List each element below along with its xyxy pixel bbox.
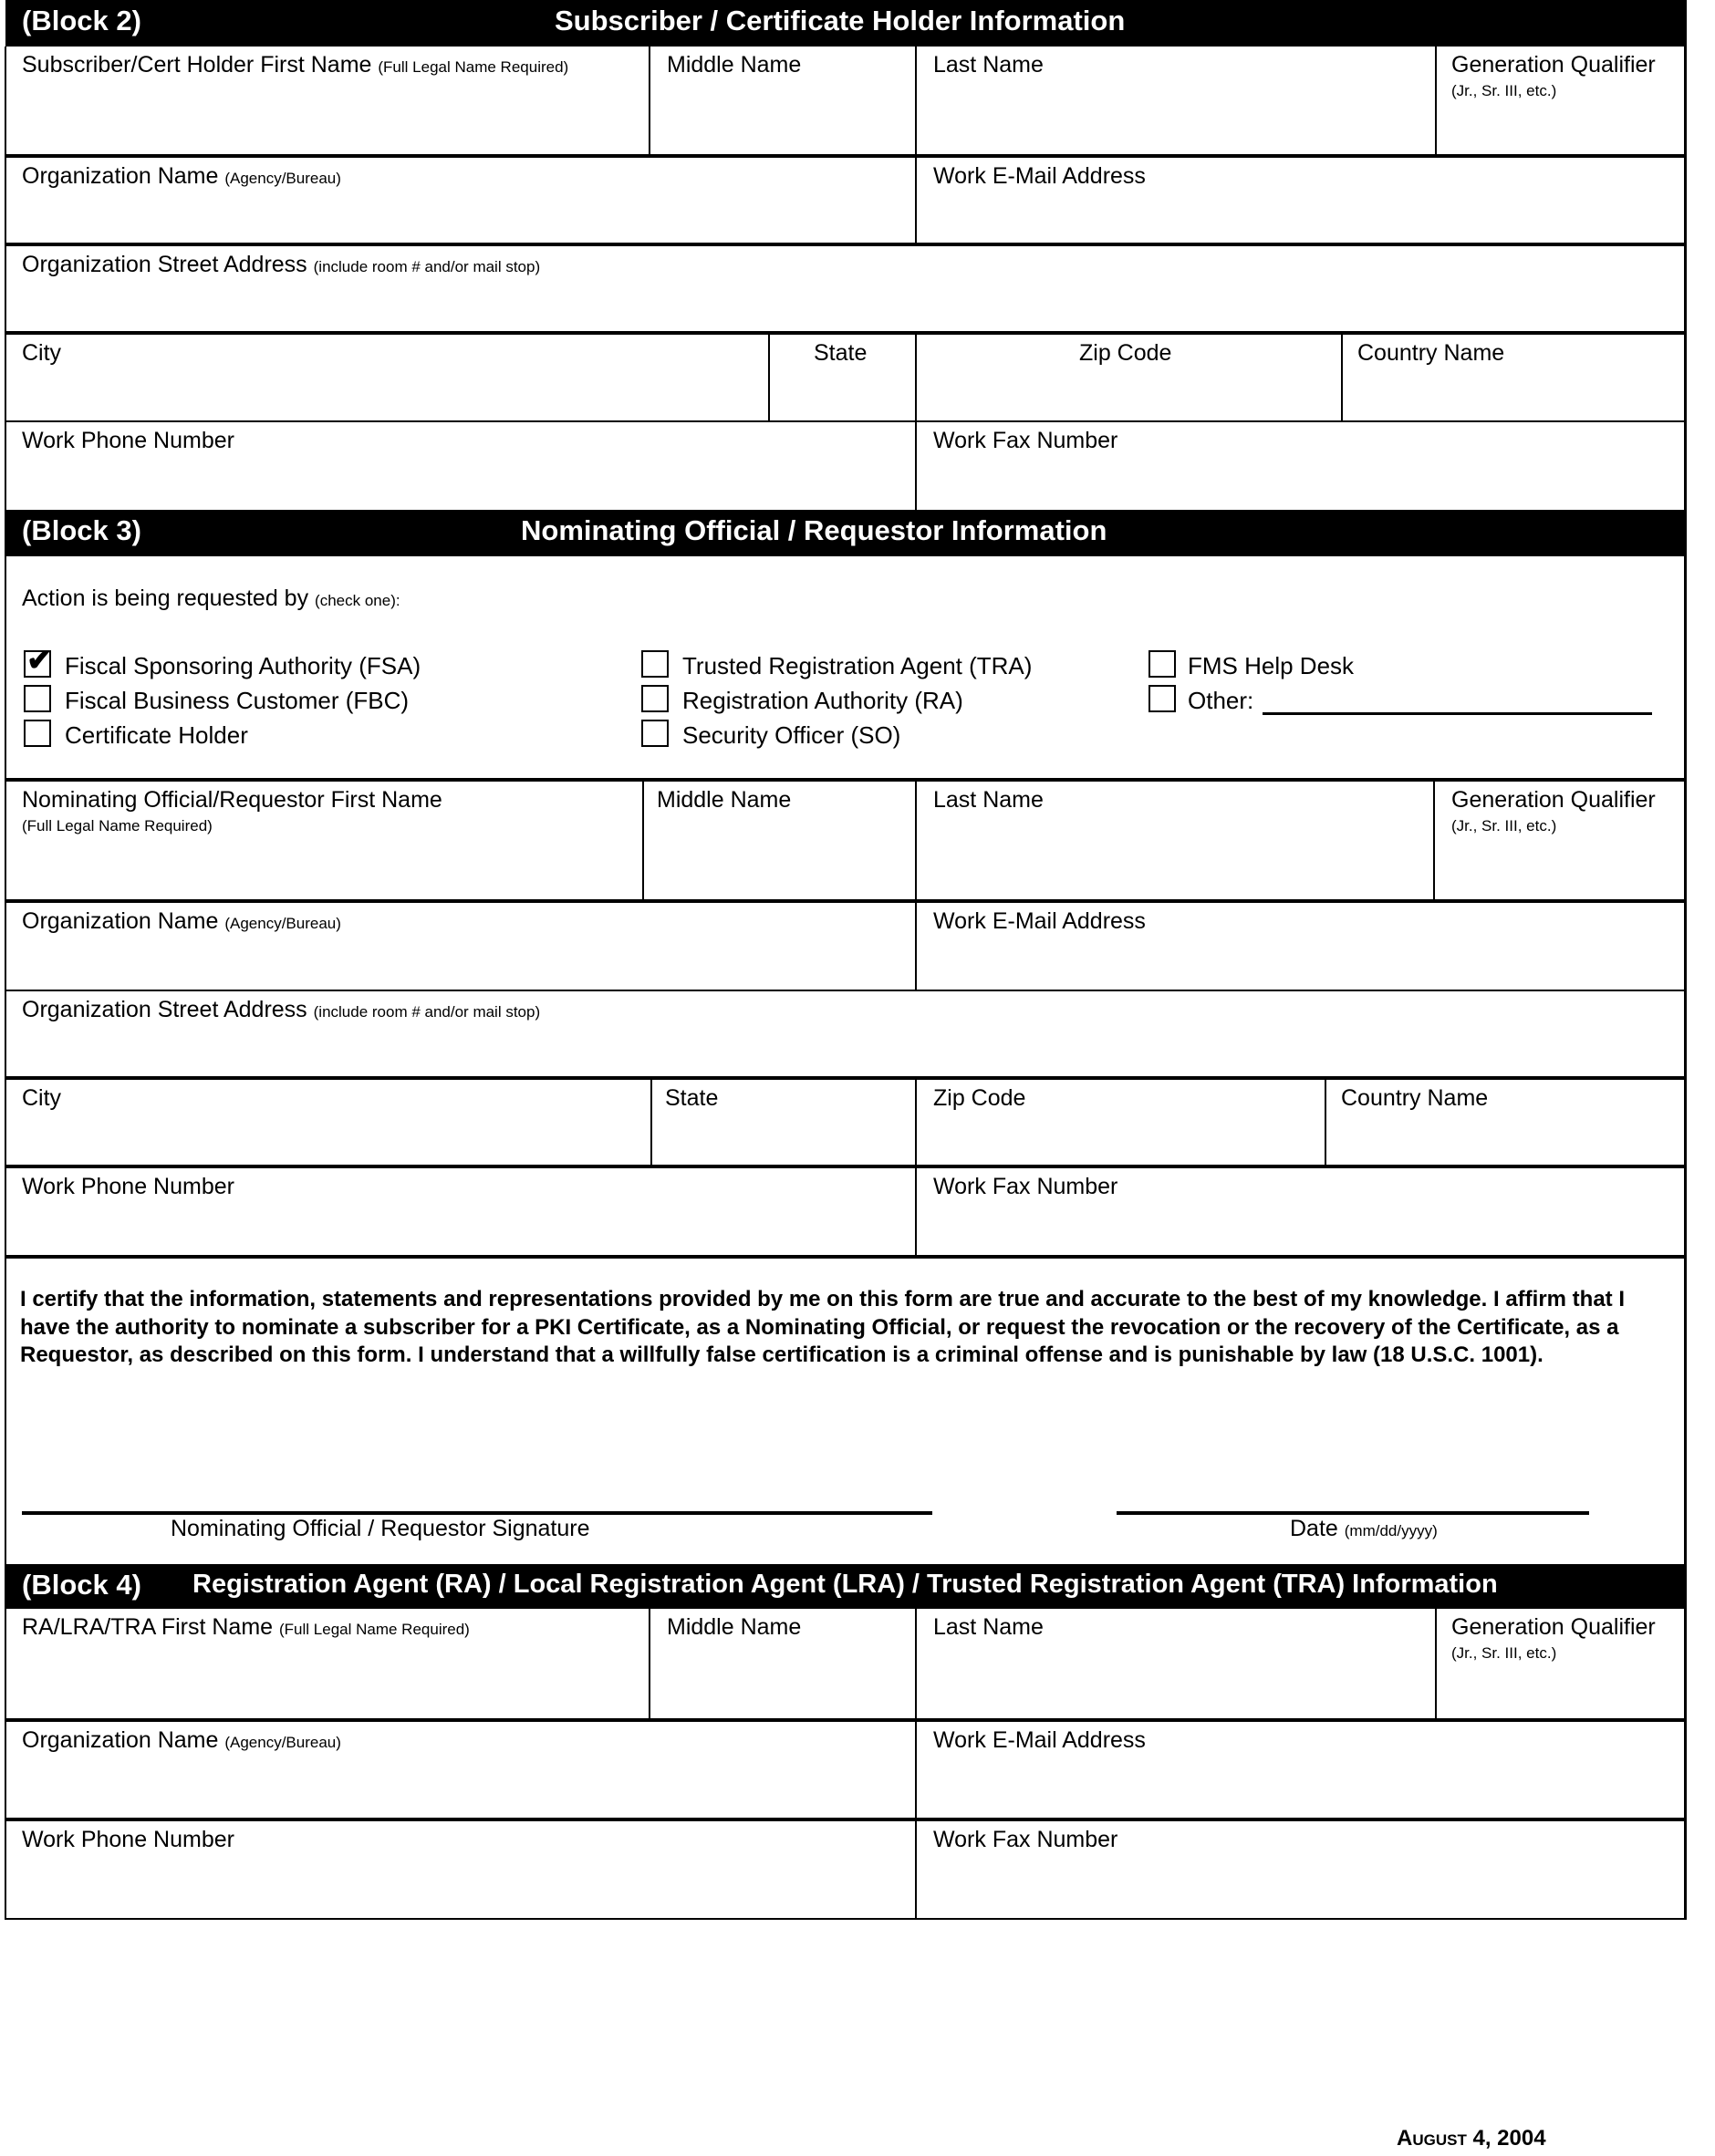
signature-line[interactable]	[22, 1511, 932, 1515]
b3-zip-label: Zip Code	[933, 1085, 1026, 1111]
b3-org-name-note: (Agency/Bureau)	[224, 915, 341, 932]
b2-middle-name-label: Middle Name	[667, 52, 802, 78]
b4-phone-label: Work Phone Number	[22, 1827, 234, 1852]
b2-street-label: Organization Street Address	[22, 252, 307, 277]
b3-org-name-label: Organization Name	[22, 908, 219, 934]
block4-header	[5, 1564, 1687, 1609]
block4-tag: (Block 4)	[22, 1569, 141, 1601]
b3-org-name-field[interactable]	[5, 903, 915, 990]
b2-middle-name-field[interactable]	[650, 47, 916, 155]
b2-org-name-field[interactable]	[5, 158, 915, 244]
date-format-note: (mm/dd/yyyy)	[1344, 1522, 1438, 1539]
b4-generation-label: Generation Qualifier	[1451, 1614, 1656, 1640]
checkbox-fbc[interactable]	[24, 685, 51, 712]
checkbox-other-label: Other:	[1188, 687, 1254, 714]
b3-phone-field[interactable]	[5, 1168, 915, 1257]
b2-first-name-note: (Full Legal Name Required)	[378, 58, 569, 76]
b3-fax-field[interactable]	[917, 1168, 1685, 1257]
b3-email-label: Work E-Mail Address	[933, 908, 1146, 934]
b2-street-note: (include room # and/or mail stop)	[313, 258, 541, 275]
b2-last-name-field[interactable]	[917, 47, 1436, 155]
b3-state-field[interactable]	[652, 1080, 915, 1166]
check-icon: ✔	[26, 643, 53, 678]
b2-generation-label: Generation Qualifier	[1451, 52, 1656, 78]
checkbox-so[interactable]	[641, 720, 669, 747]
b3-generation-label: Generation Qualifier	[1451, 787, 1656, 813]
b2-email-field[interactable]	[917, 158, 1685, 244]
b4-last-name-field[interactable]	[917, 1609, 1436, 1719]
b3-email-field[interactable]	[917, 903, 1685, 990]
b3-middle-name-label: Middle Name	[657, 787, 792, 813]
b2-org-name-note: (Agency/Bureau)	[224, 170, 341, 187]
b2-street-field[interactable]	[6, 246, 1684, 333]
block2-tag: (Block 2)	[22, 5, 141, 36]
checkbox-other[interactable]	[1149, 685, 1176, 712]
b2-first-name-field[interactable]	[5, 47, 650, 155]
b2-generation-note: (Jr., Sr. III, etc.)	[1451, 81, 1557, 99]
b3-street-label: Organization Street Address	[22, 997, 307, 1022]
b2-fax-label: Work Fax Number	[933, 428, 1118, 453]
block2-title: Subscriber / Certificate Holder Information	[555, 5, 1126, 36]
b4-org-name-label: Organization Name	[22, 1727, 219, 1753]
b2-country-label: Country Name	[1357, 340, 1505, 366]
b4-org-name-note: (Agency/Bureau)	[224, 1734, 341, 1751]
b2-org-name-label: Organization Name	[22, 163, 219, 189]
checkbox-fms-help-desk[interactable]	[1149, 650, 1176, 678]
b4-org-name-field[interactable]	[5, 1722, 915, 1819]
b2-generation-field[interactable]	[1437, 47, 1685, 155]
b2-phone-label: Work Phone Number	[22, 428, 234, 453]
block3-title: Nominating Official / Requestor Information	[521, 514, 1107, 546]
b4-email-field[interactable]	[917, 1722, 1685, 1819]
b4-first-name-field[interactable]	[5, 1609, 650, 1719]
b3-first-name-label: Nominating Official/Requestor First Name	[22, 787, 442, 813]
b3-city-field[interactable]	[5, 1080, 651, 1166]
frame-bottom	[5, 1918, 1687, 1920]
b4-first-name-label: RA/LRA/TRA First Name	[22, 1614, 274, 1640]
b3-street-note: (include room # and/or mail stop)	[313, 1003, 541, 1021]
b4-generation-field[interactable]	[1437, 1609, 1685, 1719]
b3-first-name-field[interactable]	[5, 782, 643, 901]
b2-zip-label: Zip Code	[1079, 340, 1172, 366]
certification-statement: I certify that the information, statements and representations provided by me on this form are true and accurate to the best of my knowledge. I affirm that I have the authority to nominate a subscriber for a PKI Certificate, as a Nominating Official, or request the revocation or the recovery of the Certificate, as a Requestor, as described on this form. I understand that a willfully false certification is a criminal offense and is punishable by law (18 U.S.C. 1001).	[20, 1287, 1625, 1367]
b4-first-name-note: (Full Legal Name Required)	[279, 1621, 470, 1638]
b2-fax-field[interactable]	[917, 422, 1685, 510]
b2-state-field[interactable]	[770, 335, 915, 421]
b2-city-field[interactable]	[5, 335, 769, 421]
block2-header	[5, 0, 1687, 47]
b3-street-field[interactable]	[6, 991, 1684, 1077]
b2-email-label: Work E-Mail Address	[933, 163, 1146, 189]
b3-generation-field[interactable]	[1435, 782, 1685, 901]
b3-state-label: State	[665, 1085, 719, 1111]
block4-title: Registration Agent (RA) / Local Registration Agent (LRA) / Trusted Registration Agent (TRA) Information	[192, 1570, 1498, 1599]
b3-country-label: Country Name	[1341, 1085, 1489, 1111]
b3-middle-name-field[interactable]	[644, 782, 915, 901]
b3-last-name-label: Last Name	[933, 787, 1044, 813]
date-line[interactable]	[1117, 1511, 1589, 1515]
b4-phone-field[interactable]	[5, 1821, 915, 1919]
b2-phone-field[interactable]	[5, 422, 915, 510]
b3-phone-label: Work Phone Number	[22, 1174, 234, 1199]
other-input-line[interactable]	[1263, 712, 1652, 715]
b4-fax-label: Work Fax Number	[933, 1827, 1118, 1852]
b3-fax-label: Work Fax Number	[933, 1174, 1118, 1199]
checkbox-fms-help-desk-label: FMS Help Desk	[1188, 652, 1355, 679]
checkbox-tra[interactable]	[641, 650, 669, 678]
checkbox-ra[interactable]	[641, 685, 669, 712]
date-label: Date	[1290, 1516, 1338, 1541]
b3-action-note: (check one):	[315, 592, 400, 609]
b3-action-text: Action is being requested by	[22, 586, 309, 611]
b2-city-label: City	[22, 340, 62, 366]
checkbox-fbc-label: Fiscal Business Customer (FBC)	[65, 687, 410, 714]
b4-email-label: Work E-Mail Address	[933, 1727, 1146, 1753]
divider	[5, 1255, 1687, 1259]
b2-first-name-label: Subscriber/Cert Holder First Name	[22, 52, 372, 78]
b4-fax-field[interactable]	[917, 1821, 1685, 1919]
b2-state-label: State	[814, 340, 868, 366]
b3-country-field[interactable]	[1326, 1080, 1685, 1166]
checkbox-tra-label: Trusted Registration Agent (TRA)	[682, 652, 1033, 679]
checkbox-cert-holder[interactable]	[24, 720, 51, 747]
b3-generation-note: (Jr., Sr. III, etc.)	[1451, 816, 1557, 834]
b4-middle-name-field[interactable]	[650, 1609, 916, 1719]
b3-first-name-note: (Full Legal Name Required)	[22, 816, 213, 834]
checkbox-fsa-label: Fiscal Sponsoring Authority (FSA)	[65, 652, 421, 679]
b2-country-field[interactable]	[1343, 335, 1685, 421]
b4-middle-name-label: Middle Name	[667, 1614, 802, 1640]
date-label-wrap	[1290, 1516, 1438, 1542]
revision-date: August 4, 2004	[1397, 2126, 1546, 2151]
b4-generation-note: (Jr., Sr. III, etc.)	[1451, 1643, 1557, 1662]
checkbox-fsa[interactable]	[24, 643, 53, 678]
block3-header	[5, 510, 1687, 556]
block3-tag: (Block 3)	[22, 514, 141, 546]
b3-action-label	[22, 586, 400, 612]
b3-zip-field[interactable]	[917, 1080, 1325, 1166]
checkbox-cert-holder-label: Certificate Holder	[65, 721, 248, 749]
b3-last-name-field[interactable]	[917, 782, 1434, 901]
checkbox-so-label: Security Officer (SO)	[682, 721, 901, 749]
b2-zip-field[interactable]	[917, 335, 1342, 421]
b3-city-label: City	[22, 1085, 62, 1111]
b2-last-name-label: Last Name	[933, 52, 1044, 78]
signature-label: Nominating Official / Requestor Signature	[171, 1516, 590, 1541]
b4-last-name-label: Last Name	[933, 1614, 1044, 1640]
checkbox-ra-label: Registration Authority (RA)	[682, 687, 963, 714]
